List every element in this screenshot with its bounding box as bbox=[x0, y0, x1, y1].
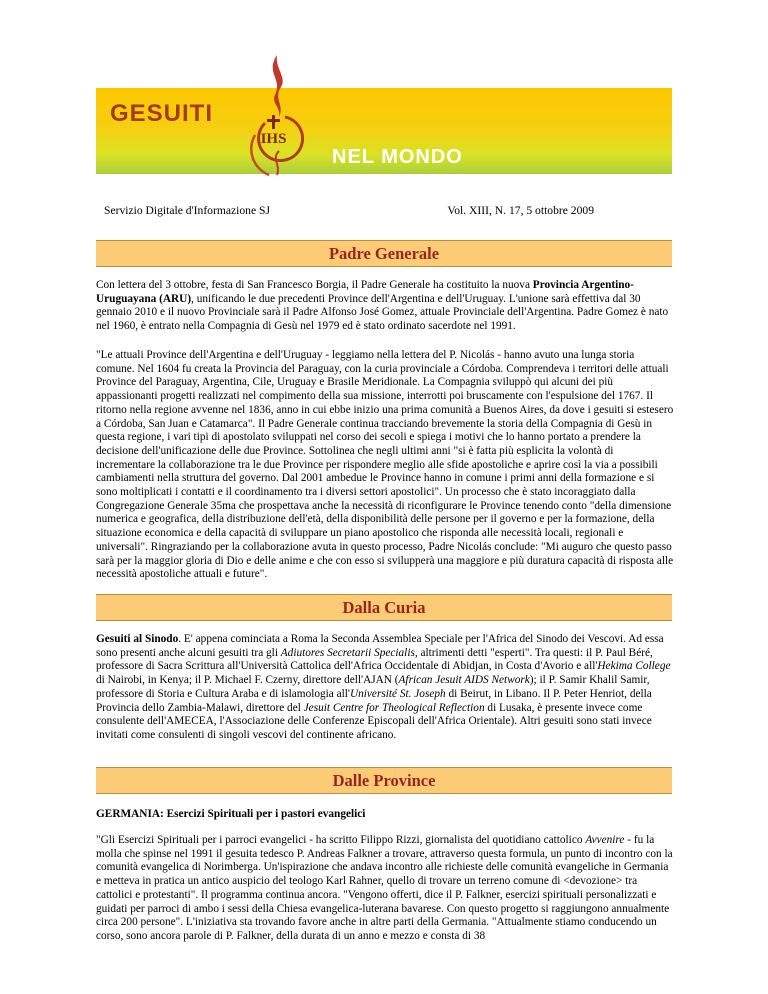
paragraph: "Gli Esercizi Spirituali per i parroci evangelici - ha scritto Filippo Rizzi, giornalista del quotidiano cattolico Avvenire - fu la molla che spinse nel 1991 il gesuita tedesco P. Andreas Falkner a trovare, attraverso questa formula, un punto di incontro con la comunità evangelica di Norimberga. Un'ispirazione che andava incontro alle richieste delle comunità evangeliche in Germania e metteva in pratica un antico auspicio del teologo Karl Rahner, quello di trovare un terreno comune di <devozione> tra cattolici e protestanti". Il programma continua ancora. "Vengono offerti, dice il P. Falkner, esercizi spirituali personalizzati e guidati per parroci di ambo i sessi della Chiesa evangelica-luterana bavarese. Con questo progetto si raggiungono annualmente circa 200 persone". L'iniziativa sta trovando favore anche in altre parti della Germania. "Attualmente stiamo conducendo un corso, sono ancora parole di P. Falkner, della durata di un anno e mezzo e consta di 38 bbox=[96, 834, 673, 942]
masthead-banner bbox=[96, 88, 672, 174]
section-title: Dalle Province bbox=[332, 771, 436, 790]
ihs-flame-logo-icon bbox=[225, 55, 325, 185]
paragraph: "Le attuali Province dell'Argentina e dell'Uruguay - leggiamo nella lettera del P. Nicolás - hanno avuto una lunga storia comune. Nel 1604 fu creata la Provincia del Paraguay, con la curia provinciale a Córdoba. Comprendeva i territori delle attuali Province del Paraguay, Argentina, Cile, Uruguay e Brasile Meridionale. La Compagnia sviluppò qui alcuni dei più appassionanti progetti realizzati nel compimento della sua missione, interrotti poi bruscamente con l'espulsione del 1767. Il ritorno nella regione avvenne nel 1836, anno in cui ebbe inizio una prima comunità a Buenos Aires, da dove i gesuiti si estesero a Córdoba, San Juan e Catamarca". Il Padre Generale continua tracciando brevemente la storia della Compagnia di Gesù in questa regione, i vari tipi di apostolato sviluppati nel corso dei secoli e spiega i motivi che lo hanno portato a prendere la decisione dell'unificazione delle due Province. Sottolinea che negli ultimi anni "si è fatta più esplicita la volontà di incrementare la collaborazione tra le due Province per rispondere meglio alle sfide apostoliche e aprire così la via a possibili cambiamenti nella struttura del governo. Dal 2001 ambedue le Province hanno in comune i primi anni della formazione e si sono moltiplicati i contatti e il coordinamento tra i diversi settori apostolici". Un processo che è stato incoraggiato dalla Congregazione Generale 35ma che prospettava anche la necessità di riconfigurare le Province tenendo conto "della dimensione numerica e geografica, della distribuzione dell'età, della disponibilità delle persone per il governo e per la formazione, della situazione economica e della capacità di sviluppare un piano apostolico che risponda alle necessità locali, regionali e universali". Ringraziando per la collaborazione avuta in questo processo, Padre Nicolás conclude: "Mi auguro che questo passo sarà per la maggior gloria di Dio e delle anime e che con esso si svilupperà una maggiore e più duratura capacità di risposta alle necessità apostoliche attuali e future". bbox=[96, 349, 674, 581]
section-header-dalla-curia bbox=[96, 594, 672, 621]
section-title: Padre Generale bbox=[328, 244, 440, 263]
section-title: Dalla Curia bbox=[342, 598, 426, 617]
paragraph: Con lettera del 3 ottobre, festa di San Francesco Borgia, il Padre Generale ha costituito la nuova Provincia Argentino-Uruguayana (ARU), unificando le due precedenti Province dell'Argentina e dell'Uruguay. L'unione sarà effettiva dal 30 gennaio 2010 e il nuovo Provinciale sarà il Padre Alfonso José Gomez, attuale Provinciale dell'Argentina. Padre Gomez è nato nel 1960, è entrato nella Compagnia di Gesù nel 1979 ed è stato ordinato sacerdote nel 1991. bbox=[96, 279, 669, 333]
article-lead: Gesuiti al Sinodo bbox=[96, 633, 179, 645]
masthead-subtitle: NEL MONDO bbox=[332, 146, 463, 168]
section-header-padre-generale bbox=[96, 240, 672, 267]
section-header-dalle-province bbox=[96, 767, 672, 794]
masthead-title: GESUITI bbox=[110, 100, 214, 127]
paragraph: Gesuiti al Sinodo. E' appena cominciata a Roma la Seconda Assemblea Speciale per l'Africa del Sinodo dei Vescovi. Ad essa sono presenti anche alcuni gesuiti tra gli Adiutores Secretarii Specialis, altrimenti detti "esperti". Tra questi: il P. Paul Béré, professore di Sacra Scrittura all'Università Cattolica dell'Africa Occidentale di Abidjan, in Costa d'Avorio e all'Hekima College di Nairobi, in Kenya; il P. Michael F. Czerny, direttore dell'AJAN (African Jesuit AIDS Network); il P. Samir Khalil Samir, professore di Storia e Cultura Araba e di islamologia all'Université St. Joseph di Beirut, in Libano. Il P. Peter Henriot, della Provincia dello Zambia-Malawi, direttore del Jesuit Centre for Theological Reflection di Lusaka, è presente invece come consulente dell'AMECEA, l'Associazione delle Conferenze Episcopali dell'Africa Orientale). Altri gesuiti sono stati invece invitati come consulenti di singoli vescovi del continente africano. bbox=[96, 633, 671, 741]
logo-monogram: IHS bbox=[260, 131, 287, 147]
service-name: Servizio Digitale d'Informazione SJ bbox=[104, 204, 270, 217]
issue-info: Vol. XIII, N. 17, 5 ottobre 2009 bbox=[447, 204, 594, 217]
article-subheading: GERMANIA: Esercizi Spirituali per i pastori evangelici bbox=[96, 808, 366, 820]
province-name: Provincia Argentino-Uruguayana (ARU) bbox=[96, 279, 634, 305]
